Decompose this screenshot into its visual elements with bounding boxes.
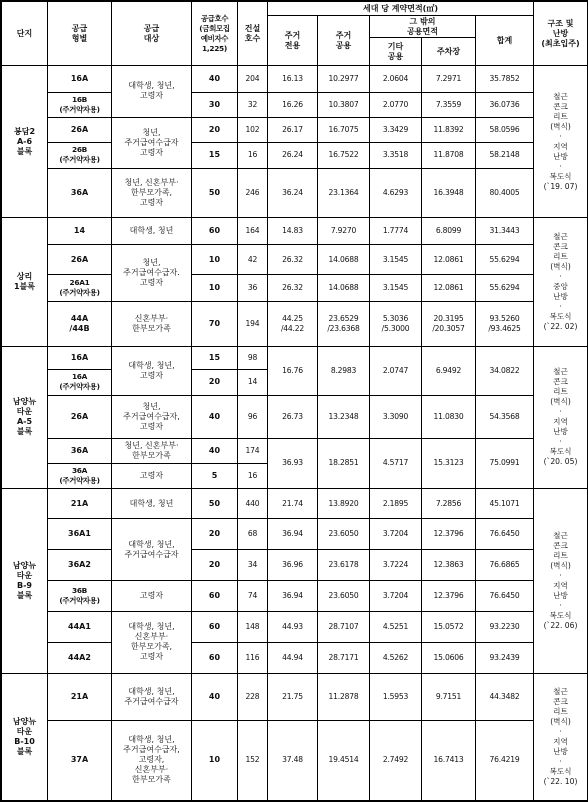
table-row (2, 438, 588, 464)
row-built: 164 (238, 217, 268, 245)
row-exclusive: 36.93 (268, 438, 318, 488)
complex-structure: 철근 콘크 리트 (벽식) · 지역 난방 · 복도식 (`20. 05) (534, 346, 588, 488)
row-target: 청년, 주거급여수급자 고령자 (112, 117, 192, 168)
row-built: 34 (238, 550, 268, 581)
table-row (2, 275, 588, 302)
row-type: 37A (48, 720, 112, 800)
table-row (2, 550, 588, 581)
row-other: 3.3518 (370, 143, 422, 169)
row-total: 76.6865 (476, 550, 534, 581)
row-built: 16 (238, 143, 268, 169)
row-built: 42 (238, 245, 268, 275)
row-units: 60 (192, 217, 238, 245)
row-built: 194 (238, 301, 268, 346)
header-row-1 (2, 2, 588, 16)
row-type: 36A (48, 168, 112, 217)
row-built: 74 (238, 580, 268, 611)
row-other: 3.7204 (370, 519, 422, 550)
row-shared: 23.6050 (318, 580, 370, 611)
row-parking: 9.7151 (422, 673, 476, 720)
row-units: 15 (192, 346, 238, 370)
table-row (2, 720, 588, 800)
row-built: 174 (238, 438, 268, 464)
row-units: 20 (192, 370, 238, 396)
row-other: 2.1895 (370, 488, 422, 519)
row-other: 2.7492 (370, 720, 422, 800)
row-other: 5.3036 /5.3000 (370, 301, 422, 346)
table-row (2, 245, 588, 275)
row-built: 228 (238, 673, 268, 720)
table-row (2, 580, 588, 611)
row-parking: 12.0861 (422, 275, 476, 302)
row-exclusive: 26.32 (268, 245, 318, 275)
row-other: 4.5251 (370, 611, 422, 643)
row-other: 4.6293 (370, 168, 422, 217)
table-row (2, 611, 588, 643)
row-shared: 14.0688 (318, 245, 370, 275)
row-units: 60 (192, 643, 238, 674)
row-total: 45.1071 (476, 488, 534, 519)
row-other: 2.0770 (370, 93, 422, 118)
row-other: 3.3429 (370, 117, 422, 143)
table-row (2, 301, 588, 346)
header-built: 건설 호수 (238, 2, 268, 66)
row-total: 93.5260 /93.4625 (476, 301, 534, 346)
header-other-group: 그 밖의 공용면적 (370, 16, 476, 37)
row-total: 58.2148 (476, 143, 534, 169)
row-total: 55.6294 (476, 245, 534, 275)
row-other: 1.5953 (370, 673, 422, 720)
row-total: 76.4219 (476, 720, 534, 800)
row-parking: 11.8708 (422, 143, 476, 169)
row-shared: 16.7075 (318, 117, 370, 143)
row-type: 16B (주거약자용) (48, 93, 112, 118)
row-built: 16 (238, 464, 268, 489)
row-target: 대학생, 청년 (112, 217, 192, 245)
row-type: 21A (48, 673, 112, 720)
row-target: 대학생, 청년 (112, 488, 192, 519)
row-total: 93.2439 (476, 643, 534, 674)
row-parking: 16.3948 (422, 168, 476, 217)
row-exclusive: 44.25 /44.22 (268, 301, 318, 346)
supply-table (1, 1, 588, 801)
row-parking: 7.2971 (422, 66, 476, 93)
row-units: 40 (192, 673, 238, 720)
row-parking: 6.8099 (422, 217, 476, 245)
row-exclusive: 26.32 (268, 275, 318, 302)
complex-structure: 철근 콘크 리트 (벽식) · 지역 난방 · 복도식 (`22. 06) (534, 488, 588, 673)
row-units: 15 (192, 143, 238, 169)
row-type: 44A1 (48, 611, 112, 643)
table-row (2, 117, 588, 143)
row-type: 44A /44B (48, 301, 112, 346)
row-parking: 12.0861 (422, 245, 476, 275)
row-target: 청년, 주거급여수급자. 고령자 (112, 245, 192, 301)
row-type: 16A (48, 66, 112, 93)
complex-name: 남양뉴 타운 B-9 블록 (2, 488, 48, 673)
header-exclusive: 주거 전용 (268, 16, 318, 66)
table-row (2, 217, 588, 245)
row-total: 93.2230 (476, 611, 534, 643)
complex-name: 상리 1블록 (2, 217, 48, 346)
row-total: 34.0822 (476, 346, 534, 395)
row-built: 96 (238, 395, 268, 438)
row-exclusive: 44.93 (268, 611, 318, 643)
row-parking: 12.3796 (422, 580, 476, 611)
complex-structure: 철근 콘크 리트 (벽식) · 중앙 난방 · 복도식 (`22. 02) (534, 217, 588, 346)
row-shared: 28.7107 (318, 611, 370, 643)
row-total: 58.0596 (476, 117, 534, 143)
header-type: 공급 형별 (48, 2, 112, 66)
row-shared: 14.0688 (318, 275, 370, 302)
row-units: 30 (192, 93, 238, 118)
row-exclusive: 26.24 (268, 143, 318, 169)
table-row (2, 488, 588, 519)
row-built: 440 (238, 488, 268, 519)
row-units: 10 (192, 720, 238, 800)
row-target: 고령자 (112, 580, 192, 611)
row-target: 대학생, 청년, 신혼부부· 한부모가족, 고령자 (112, 611, 192, 673)
row-other: 3.1545 (370, 275, 422, 302)
row-exclusive: 26.17 (268, 117, 318, 143)
complex-structure: 철근 콘크 리트 (벽식) · 지역 난방 · 복도식 (`22. 10) (534, 673, 588, 800)
row-units: 10 (192, 245, 238, 275)
row-units: 20 (192, 519, 238, 550)
row-type: 16A (주거약자용) (48, 370, 112, 396)
row-units: 50 (192, 488, 238, 519)
row-type: 14 (48, 217, 112, 245)
row-built: 36 (238, 275, 268, 302)
table-row (2, 346, 588, 370)
row-exclusive: 37.48 (268, 720, 318, 800)
row-shared: 18.2851 (318, 438, 370, 488)
row-target: 신혼부부· 한부모가족 (112, 301, 192, 346)
row-parking: 7.3559 (422, 93, 476, 118)
row-parking: 7.2856 (422, 488, 476, 519)
row-units: 10 (192, 275, 238, 302)
row-type: 26A1 (주거약자용) (48, 275, 112, 302)
row-other: 3.3090 (370, 395, 422, 438)
row-type: 16A (48, 346, 112, 370)
row-parking: 6.9492 (422, 346, 476, 395)
row-target: 대학생, 청년, 주거급여수급자 (112, 519, 192, 580)
row-built: 98 (238, 346, 268, 370)
row-shared: 23.6529 /23.6368 (318, 301, 370, 346)
row-type: 36A (48, 438, 112, 464)
row-parking: 11.0830 (422, 395, 476, 438)
row-shared: 13.8920 (318, 488, 370, 519)
row-total: 75.0991 (476, 438, 534, 488)
row-total: 55.6294 (476, 275, 534, 302)
header-units: 공급호수 (금회모집 예비자수 1,225) (192, 2, 238, 66)
row-units: 60 (192, 580, 238, 611)
row-units: 40 (192, 395, 238, 438)
row-parking: 15.3123 (422, 438, 476, 488)
row-units: 40 (192, 438, 238, 464)
table-row (2, 673, 588, 720)
row-exclusive: 26.73 (268, 395, 318, 438)
row-shared: 7.9270 (318, 217, 370, 245)
header-area-group: 세대 당 계약면적(㎡) (268, 2, 534, 16)
row-parking: 15.0606 (422, 643, 476, 674)
row-total: 36.0736 (476, 93, 534, 118)
row-built: 102 (238, 117, 268, 143)
row-parking: 12.3796 (422, 519, 476, 550)
row-exclusive: 21.74 (268, 488, 318, 519)
row-target: 대학생, 청년, 주거급여수급자 (112, 673, 192, 720)
table-row (2, 519, 588, 550)
row-units: 5 (192, 464, 238, 489)
row-shared: 28.7171 (318, 643, 370, 674)
row-other: 2.0604 (370, 66, 422, 93)
table-row (2, 395, 588, 438)
row-shared: 16.7522 (318, 143, 370, 169)
row-type: 26A (48, 117, 112, 143)
header-parking: 주차장 (422, 37, 476, 66)
row-built: 14 (238, 370, 268, 396)
header-target: 공급 대상 (112, 2, 192, 66)
row-shared: 8.2983 (318, 346, 370, 395)
row-exclusive: 44.94 (268, 643, 318, 674)
row-shared: 13.2348 (318, 395, 370, 438)
row-parking: 12.3863 (422, 550, 476, 581)
row-exclusive: 16.26 (268, 93, 318, 118)
row-target: 청년, 주거급여수급자, 고령자 (112, 395, 192, 438)
header-shared: 주거 공용 (318, 16, 370, 66)
row-shared: 23.6178 (318, 550, 370, 581)
row-exclusive: 36.96 (268, 550, 318, 581)
header-structure: 구조 및 난방 (최초입주) (534, 2, 588, 66)
row-built: 116 (238, 643, 268, 674)
table-row (2, 143, 588, 169)
table-row (2, 66, 588, 93)
row-total: 80.4005 (476, 168, 534, 217)
row-other: 3.7224 (370, 550, 422, 581)
row-total: 44.3482 (476, 673, 534, 720)
row-other: 2.0747 (370, 346, 422, 395)
row-units: 60 (192, 611, 238, 643)
row-exclusive: 16.76 (268, 346, 318, 395)
row-built: 148 (238, 611, 268, 643)
row-type: 26A (48, 245, 112, 275)
row-units: 50 (192, 168, 238, 217)
row-total: 35.7852 (476, 66, 534, 93)
row-built: 152 (238, 720, 268, 800)
row-total: 31.3443 (476, 217, 534, 245)
row-exclusive: 36.94 (268, 580, 318, 611)
row-other: 1.7774 (370, 217, 422, 245)
row-other: 4.5717 (370, 438, 422, 488)
row-built: 246 (238, 168, 268, 217)
row-type: 36A1 (48, 519, 112, 550)
row-total: 54.3568 (476, 395, 534, 438)
row-units: 70 (192, 301, 238, 346)
header-other-common: 기타 공용 (370, 37, 422, 66)
row-built: 32 (238, 93, 268, 118)
row-type: 36B (주거약자용) (48, 580, 112, 611)
row-type: 36A (주거약자용) (48, 464, 112, 489)
header-total: 합계 (476, 16, 534, 66)
row-type: 26A (48, 395, 112, 438)
row-exclusive: 21.75 (268, 673, 318, 720)
row-built: 204 (238, 66, 268, 93)
row-total: 76.6450 (476, 519, 534, 550)
row-built: 68 (238, 519, 268, 550)
row-other: 3.7204 (370, 580, 422, 611)
row-target: 대학생, 청년, 주거급여수급자, 고령자, 신혼부부· 한부모가족 (112, 720, 192, 800)
row-type: 36A2 (48, 550, 112, 581)
row-units: 20 (192, 117, 238, 143)
complex-structure: 철근 콘크 리트 (벽식) · 지역 난방 · 복도식 (`19. 07) (534, 66, 588, 217)
row-target: 대학생, 청년, 고령자 (112, 66, 192, 117)
row-parking: 20.3195 /20.3057 (422, 301, 476, 346)
row-target: 청년, 신혼부부· 한부모가족, 고령자 (112, 168, 192, 217)
row-exclusive: 36.94 (268, 519, 318, 550)
row-shared: 23.6050 (318, 519, 370, 550)
row-exclusive: 16.13 (268, 66, 318, 93)
row-shared: 19.4514 (318, 720, 370, 800)
row-target: 대학생, 청년, 고령자 (112, 346, 192, 395)
row-exclusive: 14.83 (268, 217, 318, 245)
row-units: 20 (192, 550, 238, 581)
row-units: 40 (192, 66, 238, 93)
row-parking: 15.0572 (422, 611, 476, 643)
row-parking: 16.7413 (422, 720, 476, 800)
header-danji: 단지 (2, 2, 48, 66)
table-row (2, 168, 588, 217)
row-target: 청년, 신혼부부· 한부모가족 (112, 438, 192, 464)
complex-name: 남양뉴 타운 A-5 블록 (2, 346, 48, 488)
row-shared: 23.1364 (318, 168, 370, 217)
row-shared: 10.3807 (318, 93, 370, 118)
row-shared: 10.2977 (318, 66, 370, 93)
complex-name: 남양뉴 타운 B-10 블록 (2, 673, 48, 800)
table-row (2, 643, 588, 674)
row-parking: 11.8392 (422, 117, 476, 143)
row-other: 3.1545 (370, 245, 422, 275)
row-target: 고령자 (112, 464, 192, 489)
complex-name: 봉담2 A-6 블록 (2, 66, 48, 217)
row-total: 76.6450 (476, 580, 534, 611)
row-shared: 11.2878 (318, 673, 370, 720)
row-other: 4.5262 (370, 643, 422, 674)
row-type: 26B (주거약자용) (48, 143, 112, 169)
row-type: 44A2 (48, 643, 112, 674)
row-exclusive: 36.24 (268, 168, 318, 217)
row-type: 21A (48, 488, 112, 519)
table-row (2, 93, 588, 118)
